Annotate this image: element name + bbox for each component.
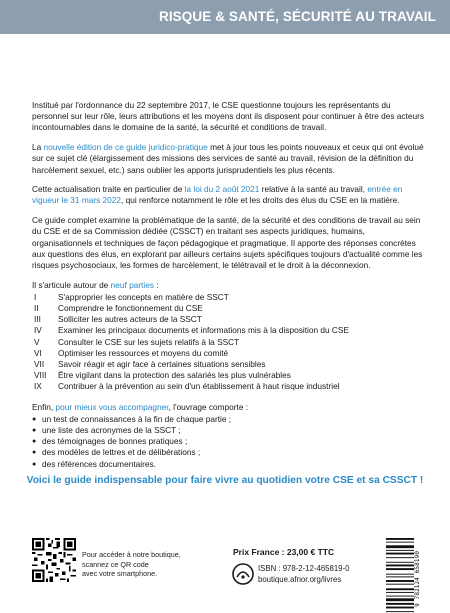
header-band <box>0 0 450 34</box>
part-label: Savoir réagir et agir face à certaines situations sensibles <box>58 359 266 370</box>
part-label: Contribuer à la prévention au sein d'un établissement à haut risque industriel <box>58 381 340 392</box>
list-item <box>32 292 424 303</box>
afnor-logo-icon <box>232 563 254 585</box>
barcode-bar <box>386 565 414 567</box>
barcode-bar <box>386 538 414 540</box>
list-item <box>32 337 424 348</box>
barcode-bar <box>386 580 414 582</box>
list-item <box>32 459 424 470</box>
footer <box>0 536 450 613</box>
list-item <box>32 325 424 336</box>
highlight-law-date: la loi du 2 août 2021 <box>184 184 260 195</box>
back-cover-text <box>32 100 424 480</box>
barcode-bar <box>386 562 414 563</box>
list-item <box>32 425 424 436</box>
isbn-label: ISBN : 978-2-12-465819-0 <box>258 564 350 573</box>
bullet-icon: ● <box>32 449 37 457</box>
barcode-bar <box>386 553 414 555</box>
closing-tagline: Voici le guide indispensable pour faire vivre au quotidien votre CSE et sa CSSCT ! <box>26 475 424 486</box>
text-span: , qui renforce notamment le rôle et les droits des élus du CSE en la matière. <box>121 195 400 206</box>
part-label: Comprendre le fonctionnement du CSE <box>58 303 203 314</box>
barcode-bar <box>386 568 414 570</box>
part-label: Consulter le CSE sur les sujets relatifs à la SSCT <box>58 336 240 347</box>
part-number: II <box>34 303 39 314</box>
barcode-bar <box>386 603 414 605</box>
barcode-bar <box>386 576 414 577</box>
bullet-icon: ● <box>32 460 37 468</box>
list-item <box>32 436 424 447</box>
qr-text-line: Pour accéder à notre boutique, <box>82 550 181 559</box>
list-item <box>32 414 424 425</box>
list-item <box>32 447 424 458</box>
list-item <box>32 370 424 381</box>
qr-code-icon[interactable] <box>32 538 76 582</box>
parts-list <box>32 292 424 393</box>
barcode-bar <box>386 574 414 575</box>
feature-label: un test de connaissances à la fin de chaque partie ; <box>42 413 232 424</box>
list-item <box>32 303 424 314</box>
feature-label: des références documentaires. <box>42 458 156 469</box>
bullet-icon: ● <box>32 415 37 423</box>
part-label: S'approprier les concepts en matière de SSCT <box>58 291 229 302</box>
barcode-bar <box>386 592 414 593</box>
shop-url[interactable]: boutique.afnor.org/livres <box>258 574 342 584</box>
barcode-bar <box>386 596 414 597</box>
list-item <box>32 314 424 325</box>
part-number: V <box>34 336 40 347</box>
text-span: Il s'articule autour de <box>32 279 111 290</box>
barcode-bar <box>386 611 414 612</box>
list-item <box>32 381 424 392</box>
update-paragraph <box>32 184 424 206</box>
part-number: VI <box>34 347 42 358</box>
barcode-bar <box>386 607 414 609</box>
list-item <box>32 348 424 359</box>
price-label: Prix France : 23,00 € TTC <box>233 547 335 557</box>
part-label: Solliciter les autres acteurs de la SSCT <box>58 314 202 325</box>
text-span: relative à la santé au travail, <box>259 184 368 195</box>
text-span: Enfin, <box>32 401 56 412</box>
text-span: Cette actualisation traite en particulier de <box>32 184 185 195</box>
part-label: Optimiser les ressources et moyens du comité <box>58 347 229 358</box>
barcode-icon <box>384 536 426 613</box>
highlight-new-edition: nouvelle édition de ce guide juridico-pratique <box>43 142 208 153</box>
feature-label: des témoignages de bonnes pratiques ; <box>42 436 188 447</box>
barcode-bar <box>386 598 414 601</box>
barcode-bar <box>386 542 414 543</box>
feature-label: des modèles de lettres et de délibérations ; <box>42 447 201 458</box>
qr-text-line: avec votre smartphone. <box>82 569 158 578</box>
edition-paragraph <box>32 142 424 176</box>
isbn-block <box>258 564 349 586</box>
guide-paragraph: Ce guide complet examine la problématique de la santé, de la sécurité et des conditions de travail au sein du CSE et de sa Commission dédiée (CSSCT) en traitant ses aspects juridiques, humains, organisationnels et techniques de façon pédagogique et pragmatique. Il apporte des réponses concrètes aux questions des élus, en explorant par ailleurs certains sujets spécifiques toujours d'actualité comme les risques psychosociaux, les formes de harcèlement, le télétravail et le droit à la déconnexion. <box>32 215 423 270</box>
part-number: VII <box>34 359 45 370</box>
barcode-bars <box>386 538 414 613</box>
highlight-nine-parts: neuf parties <box>110 279 154 290</box>
features-list <box>32 414 424 470</box>
part-number: VIII <box>34 370 47 381</box>
qr-text-line: scannez ce QR code <box>82 559 149 569</box>
text-span: met à jour tous les points nouveaux et ceux qui ont évolué sur ce sujet clé (élargissement des missions des services de santé au travail, révision de la définition du harcèlement sexuel, etc.) sans oublier les apports jurisprudentiels les plus récents. <box>32 142 424 175</box>
collection-title: RISQUE & SANTÉ, SÉCURITÉ AU TRAVAIL <box>158 9 436 24</box>
barcode-bar <box>386 588 414 590</box>
intro-paragraph: Institué par l'ordonnance du 22 septembre 2017, le CSE questionne toujours les représentants du personnel sur leur rôle, leurs attributions et les moyens dont ils disposent pour continuer à être des acteurs incontournables dans le domaine de la santé, la sécurité et conditions de travail. <box>32 100 425 133</box>
text-span: La <box>32 142 44 153</box>
list-item <box>32 359 424 370</box>
barcode-bar <box>386 550 414 551</box>
part-label: Être vigilant dans la protection des salariés les plus vulnérables <box>58 370 291 381</box>
qr-instructions <box>82 550 181 579</box>
part-number: IX <box>34 381 42 392</box>
text-span: , l'ouvrage comporte : <box>168 401 249 412</box>
text-span: : <box>153 279 159 290</box>
part-number: I <box>34 291 37 302</box>
highlight-accompany: pour mieux vous accompagner <box>55 401 169 412</box>
part-label: Examiner les principaux documents et informations mis à la disposition du CSE <box>58 325 349 336</box>
part-number: III <box>34 314 41 325</box>
bullet-icon: ● <box>32 438 37 446</box>
barcode-digits: 9 782124 658190 <box>414 551 421 607</box>
barcode-bar <box>386 584 414 585</box>
highlight-effective-date: entrée en vigueur le 31 mars 2022 <box>32 184 403 206</box>
barcode-bar <box>386 545 414 548</box>
barcode-bar <box>386 557 414 558</box>
bullet-icon: ● <box>32 427 37 435</box>
features-lead <box>32 402 424 413</box>
part-number: IV <box>34 325 42 336</box>
feature-label: une liste des acronymes de la SSCT ; <box>42 425 181 436</box>
parts-lead <box>32 280 424 291</box>
